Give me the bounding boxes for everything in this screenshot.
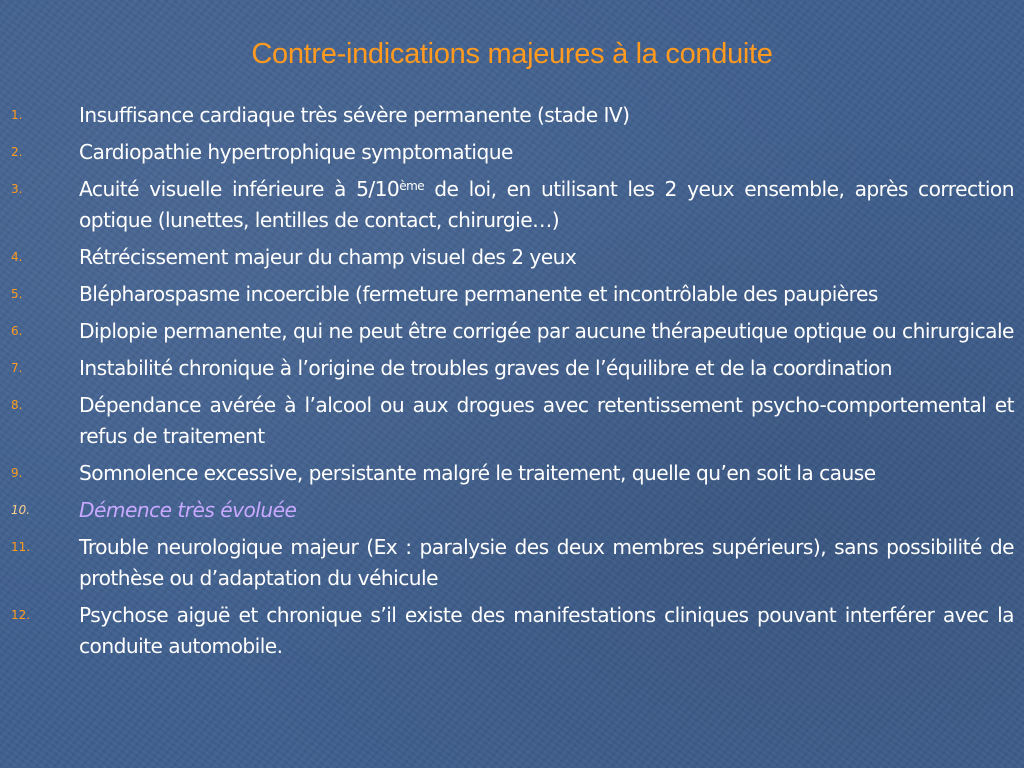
list-item-text: Trouble neurologique majeur (Ex : paralysie des deux membres supérieurs), sans possibilité de prothèse ou d’adaptation du véhicule [79, 535, 1014, 590]
list-item [0, 353, 1024, 384]
list-item-text: Dépendance avérée à l’alcool ou aux drogues avec retentissement psycho-comportemental et refus de traitement [79, 393, 1014, 448]
contraindications-list [0, 100, 1024, 668]
list-item-text-part: de loi, en utilisant les 2 yeux ensemble, après correction optique (lunettes, lentilles de contact, chirurgie…) [79, 177, 1014, 232]
list-number: 7. [11, 361, 23, 375]
list-number: 3. [11, 182, 23, 196]
list-item-text: Démence très évoluée [79, 498, 297, 522]
list-number: 11. [11, 540, 31, 554]
list-item-text: Rétrécissement majeur du champ visuel des 2 yeux [79, 245, 577, 269]
list-number: 2. [11, 145, 23, 159]
list-number: 8. [11, 398, 23, 412]
list-item-text [79, 177, 1014, 232]
list-number: 6. [11, 324, 23, 338]
list-item [0, 390, 1024, 452]
list-item-text: Cardiopathie hypertrophique symptomatique [79, 140, 513, 164]
list-number: 9. [11, 466, 23, 480]
list-item [0, 495, 1024, 526]
list-number: 10. [11, 503, 31, 517]
list-item [0, 600, 1024, 662]
list-item-text: Blépharospasme incoercible (fermeture permanente et incontrôlable des paupières [79, 282, 878, 306]
list-item [0, 279, 1024, 310]
list-item-text: Diplopie permanente, qui ne peut être corrigée par aucune thérapeutique optique ou chirurgicale [79, 319, 1014, 343]
list-item-text: Somnolence excessive, persistante malgré le traitement, quelle qu’en soit la cause [79, 461, 876, 485]
superscript: ème [399, 179, 425, 193]
list-item [0, 316, 1024, 347]
list-item [0, 532, 1024, 594]
list-item-text: Insuffisance cardiaque très sévère permanente (stade IV) [79, 103, 630, 127]
list-number: 1. [11, 108, 23, 122]
list-item [0, 458, 1024, 489]
list-item-text: Instabilité chronique à l’origine de troubles graves de l’équilibre et de la coordination [79, 356, 893, 380]
list-number: 5. [11, 287, 23, 301]
list-item [0, 174, 1024, 236]
list-item-text: Psychose aiguë et chronique s’il existe des manifestations cliniques pouvant interférer avec la conduite automobile. [79, 603, 1014, 658]
list-item [0, 137, 1024, 168]
list-item [0, 100, 1024, 131]
list-item-text-part: Acuité visuelle inférieure à 5/10 [79, 177, 400, 201]
slide-title: Contre-indications majeures à la conduite [251, 38, 773, 70]
list-item [0, 242, 1024, 273]
list-number: 12. [11, 608, 31, 622]
list-number: 4. [11, 250, 23, 264]
